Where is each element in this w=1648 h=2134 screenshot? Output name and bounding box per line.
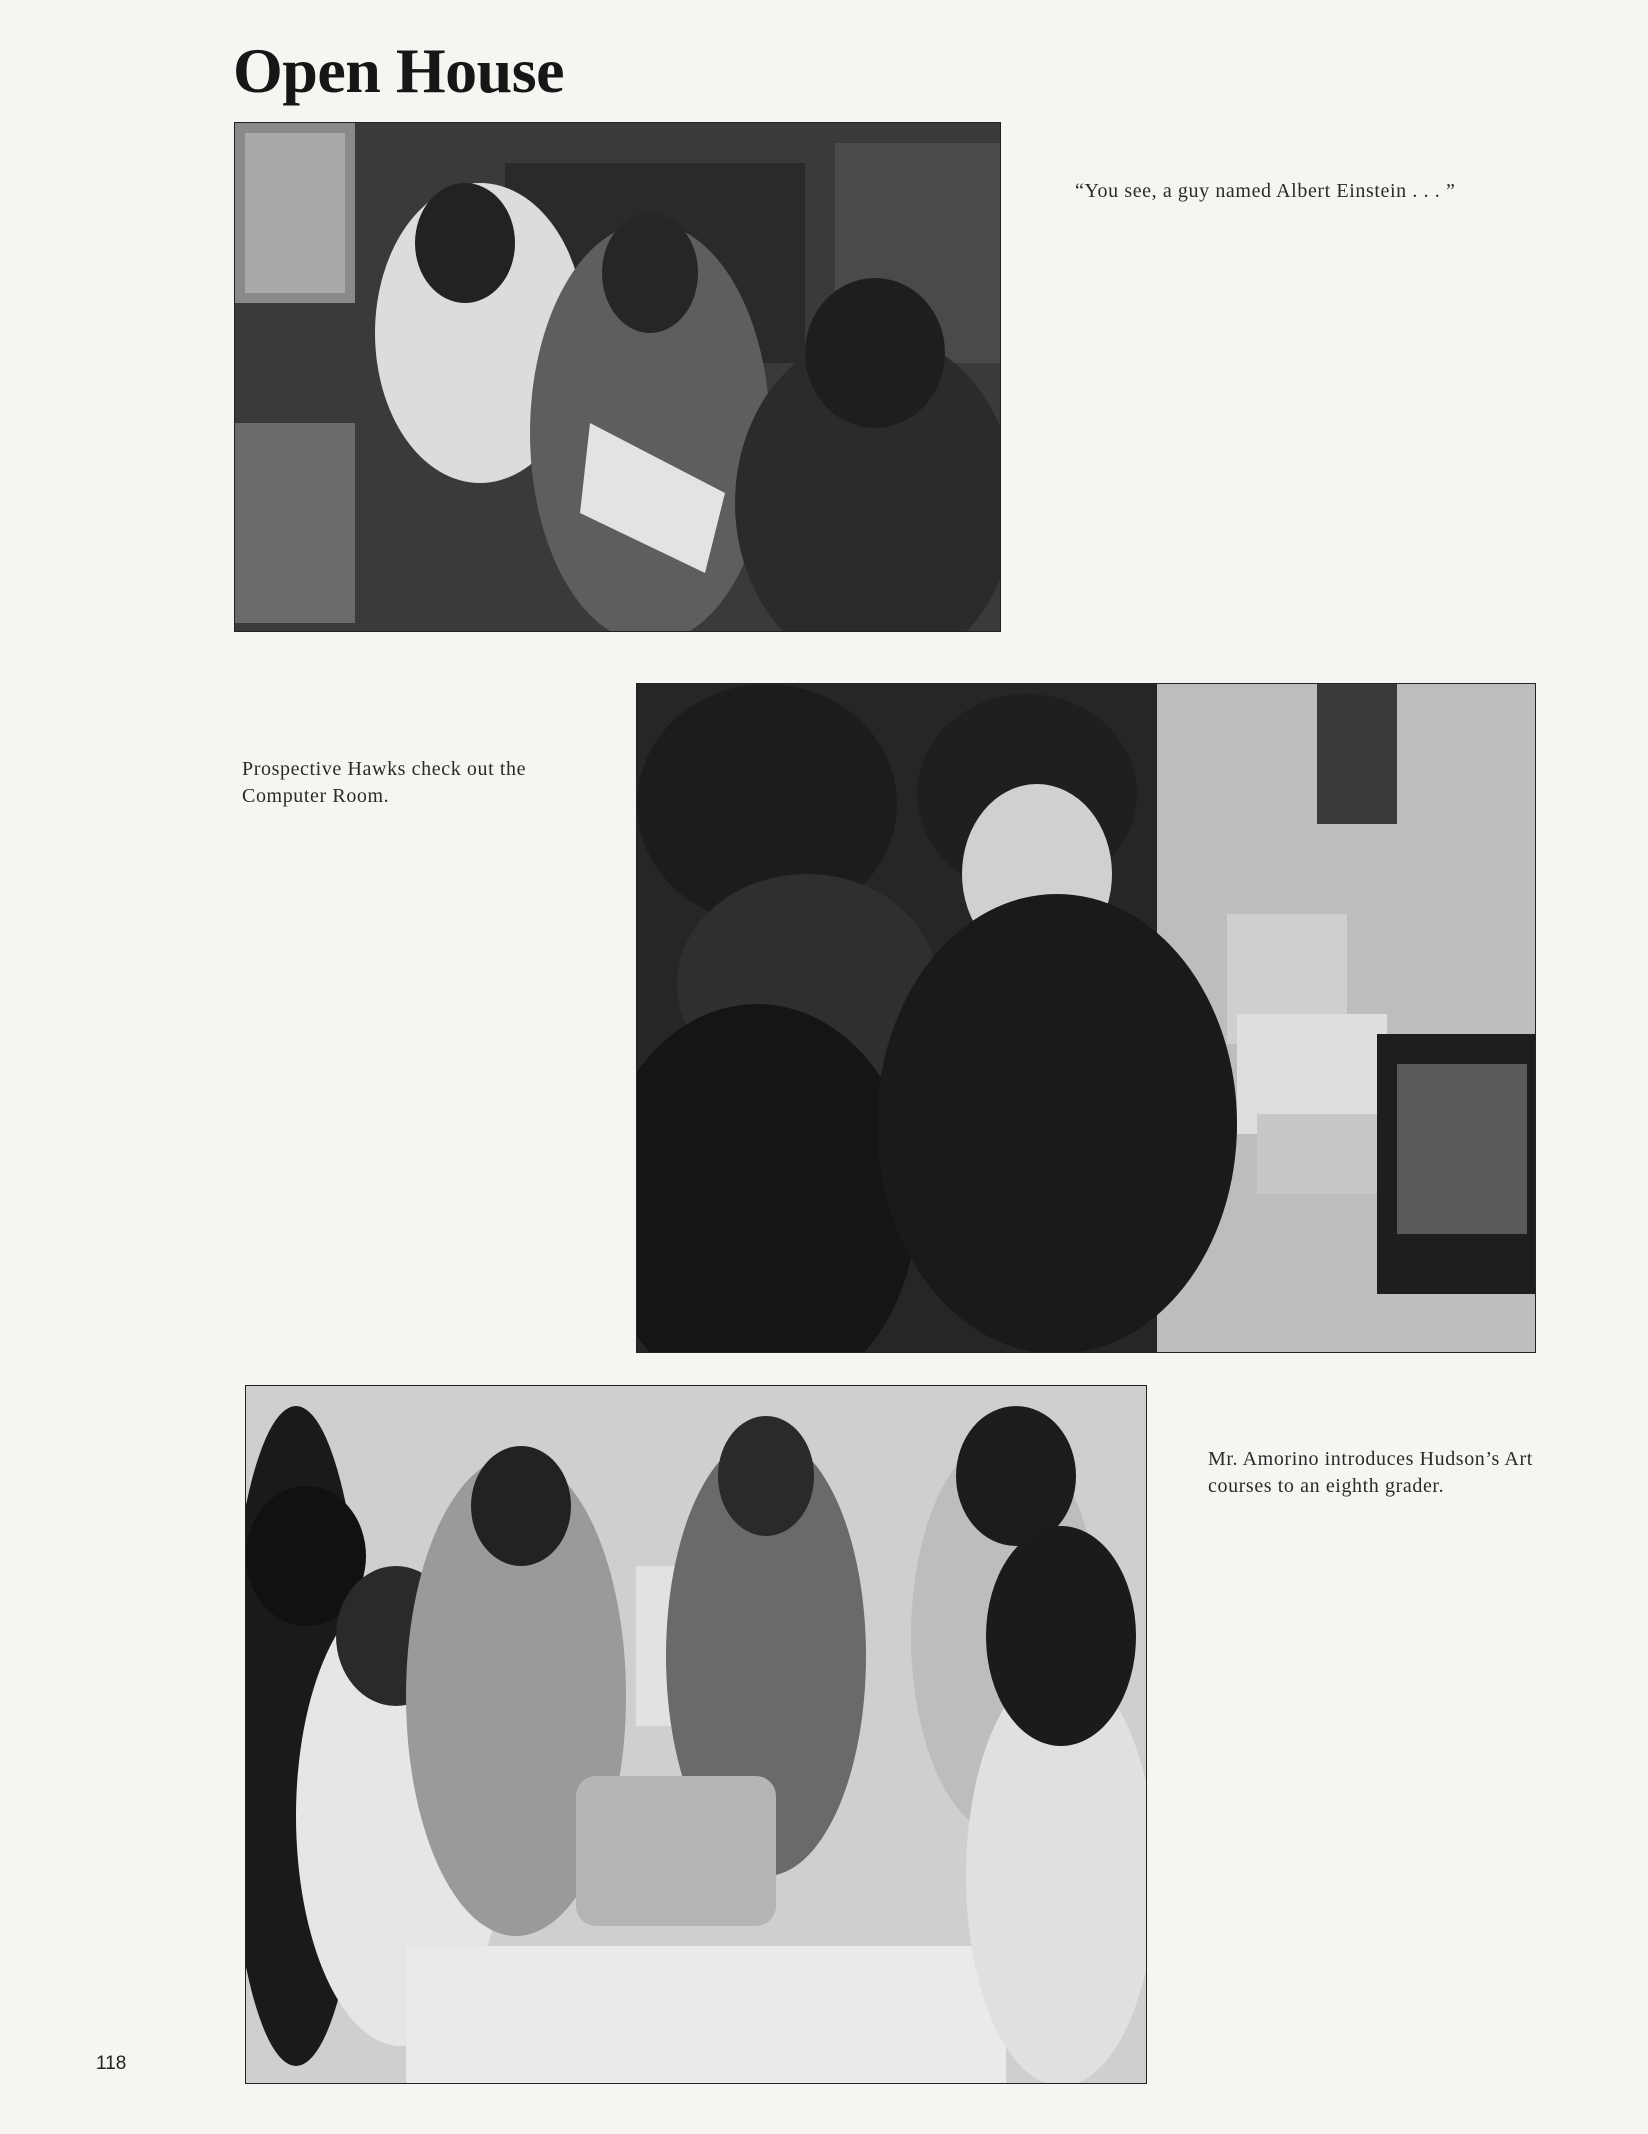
photo-teacher-students-image [235, 123, 1000, 631]
photo-teacher-students-caption: “You see, a guy named Albert Einstein . . . ” [1075, 180, 1456, 202]
photo-art-courses-caption: Mr. Amorino introduces Hudson’s Art courses to an eighth grader. [1208, 1448, 1533, 1497]
photo-art-courses [245, 1385, 1147, 2084]
photo-computer-room [636, 683, 1536, 1353]
photo-computer-room-caption: Prospective Hawks check out the Computer Room. [242, 758, 527, 807]
photo-art-courses-image [246, 1386, 1146, 2083]
page-title: Open House [233, 35, 565, 106]
page-number: 118 [96, 2053, 127, 2074]
photo-teacher-students [234, 122, 1001, 632]
photo-computer-room-image [637, 684, 1535, 1352]
